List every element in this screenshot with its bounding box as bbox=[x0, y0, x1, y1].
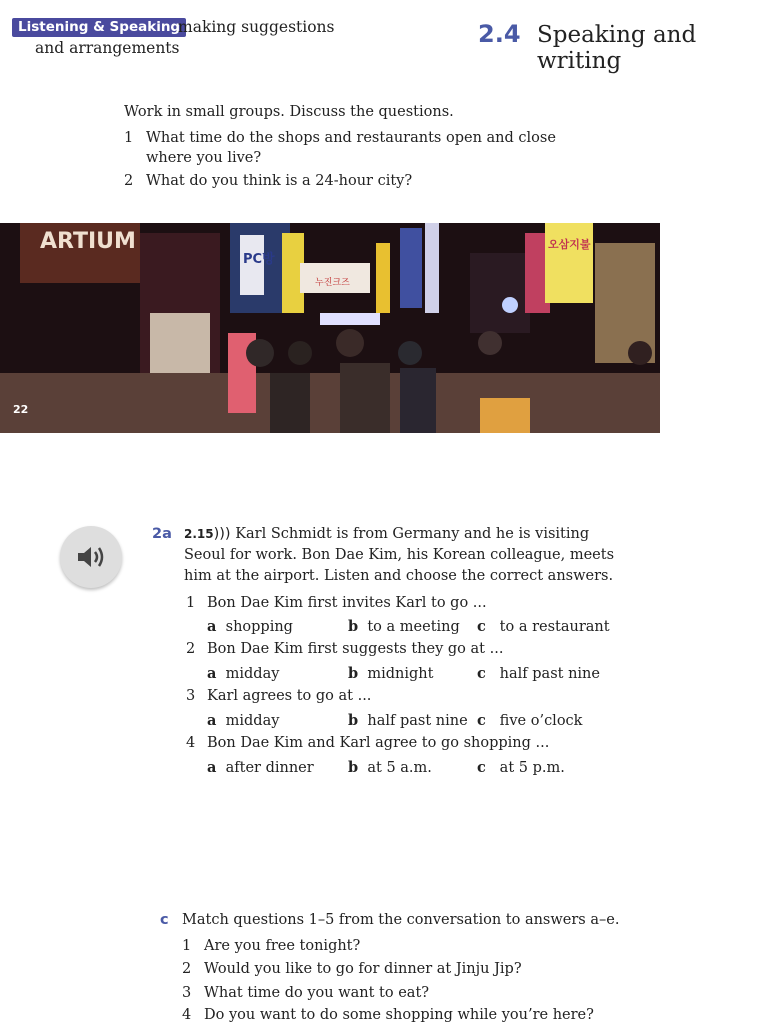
option-text: five o’clock bbox=[499, 713, 583, 729]
option-letter: b bbox=[348, 712, 359, 729]
intro-q1-num: 1 bbox=[124, 130, 134, 146]
intro-q2-num: 2 bbox=[124, 173, 134, 189]
item-4-option-c[interactable] bbox=[477, 759, 565, 776]
item-4-question: Bon Dae Kim and Karl agree to go shopping ... bbox=[207, 735, 550, 751]
item-2-option-c[interactable] bbox=[477, 665, 600, 682]
option-letter: a bbox=[207, 712, 217, 729]
option-text: shopping bbox=[225, 619, 293, 635]
item-1-question: Bon Dae Kim first invites Karl to go ... bbox=[207, 595, 487, 611]
option-letter: b bbox=[348, 665, 359, 682]
item-3-question: Karl agrees to go at ... bbox=[207, 688, 372, 704]
option-text: midnight bbox=[367, 666, 434, 682]
item-3-option-b[interactable] bbox=[348, 712, 468, 729]
option-text: midday bbox=[225, 666, 280, 682]
option-text: half past nine bbox=[367, 713, 468, 729]
item-3-option-a[interactable] bbox=[207, 712, 279, 729]
exercise-c-label: c bbox=[160, 912, 169, 928]
item-3-num: 3 bbox=[186, 688, 196, 704]
sign-small: 누진크즈 bbox=[315, 278, 350, 288]
exercise-2a-line1 bbox=[184, 526, 589, 542]
audio-waves-icon: ))) bbox=[213, 526, 231, 542]
option-text: midday bbox=[225, 713, 280, 729]
sign-korean: 오삼지불 bbox=[548, 238, 591, 251]
option-text: to a meeting bbox=[367, 619, 460, 635]
item-2-option-a[interactable] bbox=[207, 665, 279, 682]
item-1-option-c[interactable] bbox=[477, 618, 610, 635]
option-text: at 5 p.m. bbox=[499, 760, 565, 776]
option-letter: b bbox=[348, 618, 359, 635]
section-badge: Listening & Speaking bbox=[12, 18, 186, 37]
option-text: after dinner bbox=[225, 760, 314, 776]
item-1-option-a[interactable] bbox=[207, 618, 293, 635]
item-1-option-b[interactable] bbox=[348, 618, 460, 635]
exercise-2a-line3: him at the airport. Listen and choose the correct answers. bbox=[184, 568, 614, 584]
sign-artium: ARTIUM bbox=[40, 229, 136, 254]
match-q1-text: Are you free tonight? bbox=[204, 938, 361, 954]
option-letter: a bbox=[207, 759, 217, 776]
exercise-2a-text: Karl Schmidt is from Germany and he is visiting bbox=[235, 526, 590, 542]
page-number: 22 bbox=[13, 403, 29, 416]
match-q4-num: 4 bbox=[182, 1007, 192, 1023]
option-letter: c bbox=[477, 665, 486, 682]
item-2-num: 2 bbox=[186, 641, 196, 657]
match-q2-num: 2 bbox=[182, 961, 192, 977]
item-4-option-a[interactable] bbox=[207, 759, 314, 776]
item-3-option-c[interactable] bbox=[477, 712, 582, 729]
match-q4-text: Do you want to do some shopping while you’re here? bbox=[204, 1007, 594, 1023]
intro-q1-line1: What time do the shops and restaurants open and close bbox=[146, 130, 556, 146]
exercise-2a-line2: Seoul for work. Bon Dae Kim, his Korean colleague, meets bbox=[184, 547, 615, 563]
intro-q2-line1: What do you think is a 24-hour city? bbox=[146, 173, 413, 189]
track-number: 2.15 bbox=[184, 527, 214, 541]
item-4-option-b[interactable] bbox=[348, 759, 432, 776]
match-q1-num: 1 bbox=[182, 938, 192, 954]
section-number: 2.4 bbox=[478, 20, 521, 48]
option-text: at 5 a.m. bbox=[367, 760, 432, 776]
intro-instruction: Work in small groups. Discuss the questions. bbox=[124, 104, 454, 120]
city-night-photo bbox=[0, 223, 660, 433]
photo-illustration bbox=[0, 223, 660, 433]
topic-line-2: and arrangements bbox=[35, 39, 180, 57]
item-2-question: Bon Dae Kim first suggests they go at ... bbox=[207, 641, 504, 657]
option-text: half past nine bbox=[499, 666, 600, 682]
item-4-num: 4 bbox=[186, 735, 196, 751]
sign-pc: PC방 bbox=[243, 252, 275, 267]
option-letter: a bbox=[207, 665, 217, 682]
option-letter: c bbox=[477, 712, 486, 729]
option-letter: b bbox=[348, 759, 359, 776]
item-2-option-b[interactable] bbox=[348, 665, 433, 682]
section-title: Speaking and writing bbox=[537, 22, 697, 74]
option-letter: c bbox=[477, 618, 486, 635]
topic-line-1: making suggestions bbox=[178, 18, 335, 36]
option-text: to a restaurant bbox=[499, 619, 610, 635]
match-q3-text: What time do you want to eat? bbox=[204, 985, 430, 1001]
speaker-icon bbox=[76, 544, 106, 570]
match-q2-text: Would you like to go for dinner at Jinju Jip? bbox=[204, 961, 522, 977]
exercise-2a-label: 2a bbox=[152, 526, 172, 542]
item-1-num: 1 bbox=[186, 595, 196, 611]
intro-q1-line2: where you live? bbox=[146, 150, 262, 166]
audio-play-button[interactable] bbox=[60, 526, 122, 588]
match-q3-num: 3 bbox=[182, 985, 192, 1001]
option-letter: a bbox=[207, 618, 217, 635]
exercise-c-instruction: Match questions 1–5 from the conversation to answers a–e. bbox=[182, 912, 620, 928]
option-letter: c bbox=[477, 759, 486, 776]
